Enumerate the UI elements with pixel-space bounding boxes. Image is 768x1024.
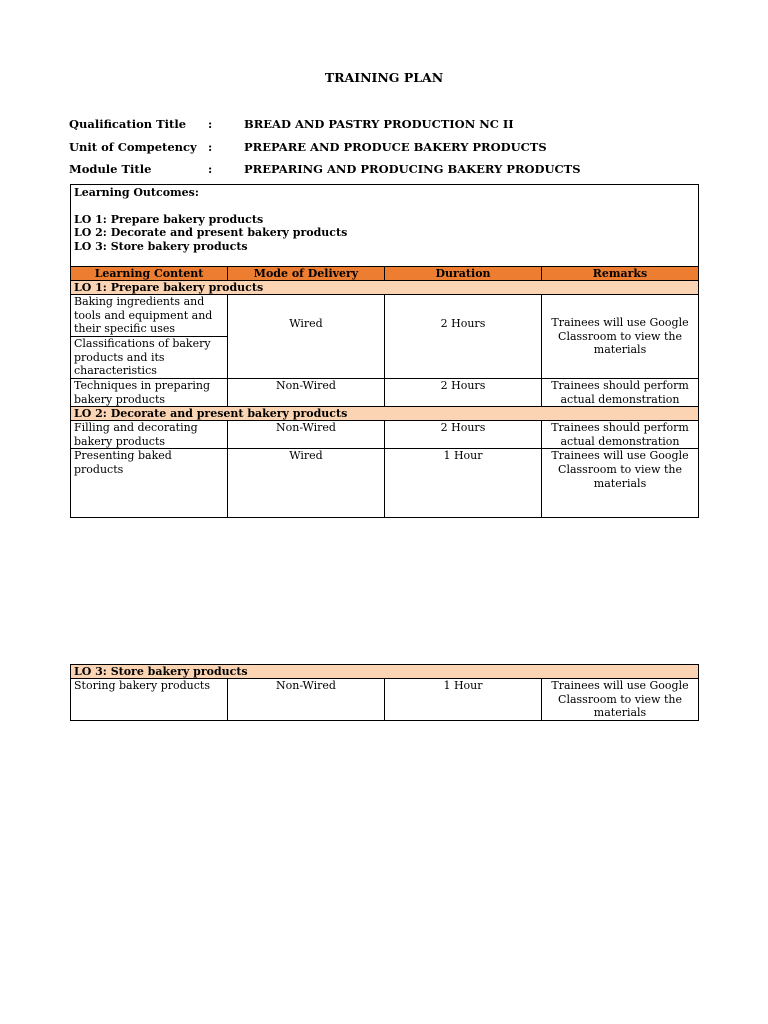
table-row: [71, 679, 699, 721]
mode-cell: Non-Wired: [228, 679, 385, 721]
meta-value: BREAD AND PASTRY PRODUCTION NC II: [244, 117, 514, 131]
learning-outcome-item: LO 2: Decorate and present bakery products: [74, 226, 348, 240]
meta-label: Qualification Title: [69, 117, 187, 131]
remarks-cell: Trainees will use Google Classroom to view the materials: [542, 295, 699, 379]
learning-outcomes-box: [71, 185, 699, 267]
content-cell: Classifications of bakery products and its characteristics: [71, 337, 228, 379]
remarks-cell: Trainees should perform actual demonstration: [542, 379, 699, 407]
page-title: TRAINING PLAN: [324, 70, 444, 85]
content-cell: Presenting baked products: [71, 449, 228, 518]
training-plan-table-continued: [70, 664, 699, 721]
content-cell: Baking ingredients and tools and equipment and their specific uses: [71, 295, 228, 337]
meta-value: PREPARING AND PRODUCING BAKERY PRODUCTS: [244, 162, 581, 176]
meta-colon: :: [208, 162, 213, 176]
mode-cell: Wired: [228, 295, 385, 379]
learning-outcomes-heading: Learning Outcomes:: [74, 186, 199, 199]
meta-colon: :: [208, 140, 213, 154]
mode-cell: Non-Wired: [228, 421, 385, 449]
mode-cell: Non-Wired: [228, 379, 385, 407]
table-row: [71, 421, 699, 449]
training-plan-table: [70, 184, 699, 518]
duration-cell: 2 Hours: [385, 379, 542, 407]
duration-cell: 1 Hour: [385, 679, 542, 721]
remarks-cell: Trainees will use Google Classroom to view the materials: [542, 449, 699, 518]
table-row: [71, 379, 699, 407]
duration-cell: 2 Hours: [385, 421, 542, 449]
table-row: [71, 295, 699, 337]
meta-value: PREPARE AND PRODUCE BAKERY PRODUCTS: [244, 140, 547, 154]
content-cell: Filling and decorating bakery products: [71, 421, 228, 449]
section-title: LO 2: Decorate and present bakery products: [71, 407, 699, 421]
section-title: LO 3: Store bakery products: [71, 665, 699, 679]
column-header: Learning Content: [71, 267, 228, 281]
meta-label: Unit of Competency: [69, 140, 197, 154]
column-header: Duration: [385, 267, 542, 281]
meta-label: Module Title: [69, 162, 152, 176]
content-cell: Techniques in preparing bakery products: [71, 379, 228, 407]
section-row: [71, 407, 699, 421]
mode-cell: Wired: [228, 449, 385, 518]
column-header: Mode of Delivery: [228, 267, 385, 281]
content-cell: Storing bakery products: [71, 679, 228, 721]
column-header: Remarks: [542, 267, 699, 281]
learning-outcome-item: LO 1: Prepare bakery products: [74, 212, 264, 226]
duration-cell: 1 Hour: [385, 449, 542, 518]
remarks-cell: Trainees should perform actual demonstration: [542, 421, 699, 449]
table-header-row: [71, 267, 699, 281]
section-title: LO 1: Prepare bakery products: [71, 281, 699, 295]
table-row: [71, 449, 699, 518]
meta-colon: :: [208, 117, 213, 131]
section-row: [71, 665, 699, 679]
duration-cell: 2 Hours: [385, 295, 542, 379]
remarks-cell: Trainees will use Google Classroom to view the materials: [542, 679, 699, 721]
learning-outcome-item: LO 3: Store bakery products: [74, 239, 248, 253]
section-row: [71, 281, 699, 295]
